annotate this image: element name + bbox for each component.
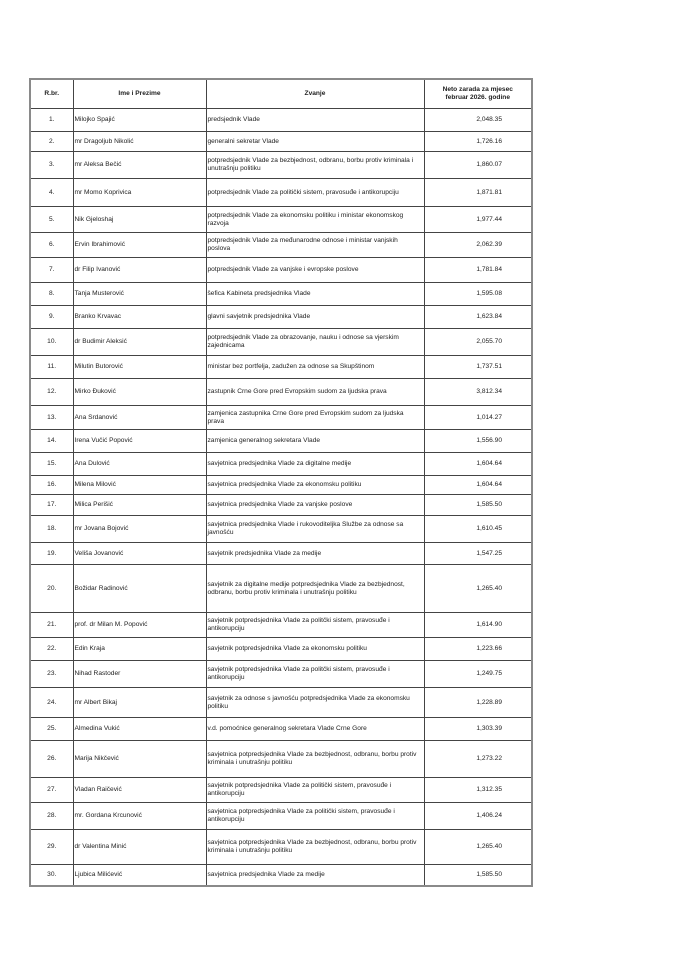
row-number: 9. bbox=[30, 306, 73, 329]
person-name: Tanja Musterović bbox=[73, 283, 206, 306]
person-name: mr Momo Koprivica bbox=[73, 179, 206, 207]
table-row bbox=[30, 356, 532, 379]
net-salary: 1,014.27 bbox=[424, 406, 532, 430]
net-salary: 1,781.84 bbox=[424, 258, 532, 283]
job-title: savjetnik potpredsjednika Vlade za ekonomsku politiku bbox=[206, 638, 424, 661]
table-row bbox=[30, 453, 532, 476]
row-number: 26. bbox=[30, 741, 73, 778]
table-row bbox=[30, 543, 532, 565]
net-salary: 1,228.89 bbox=[424, 688, 532, 718]
table-row bbox=[30, 613, 532, 638]
row-number: 22. bbox=[30, 638, 73, 661]
row-number: 27. bbox=[30, 778, 73, 803]
job-title: savjetnica potpredsjednika Vlade za politički sistem, pravosuđe i antikorupciju bbox=[206, 803, 424, 830]
row-number: 30. bbox=[30, 865, 73, 886]
table-row bbox=[30, 865, 532, 886]
person-name: Ervin Ibrahimović bbox=[73, 233, 206, 258]
table-row bbox=[30, 430, 532, 453]
job-title: savjetnik potpredsjednika Vlade za politčki sistem, pravosuđe i antikorupciju bbox=[206, 613, 424, 638]
table-row bbox=[30, 718, 532, 741]
row-number: 19. bbox=[30, 543, 73, 565]
salary-table bbox=[29, 78, 533, 887]
table-row bbox=[30, 565, 532, 613]
job-title: predsjednik Vlade bbox=[206, 109, 424, 132]
row-number: 13. bbox=[30, 406, 73, 430]
net-salary: 1,977.44 bbox=[424, 207, 532, 233]
job-title: savjetnica potpredsjednika Vlade za bezbjednost, odbranu, borbu protiv kriminala i unutrašnju politiku bbox=[206, 741, 424, 778]
job-title: savjetnik predsjednika Vlade za medije bbox=[206, 543, 424, 565]
person-name: mr Dragoljub Nikolić bbox=[73, 132, 206, 152]
person-name: Branko Krvavac bbox=[73, 306, 206, 329]
job-title: potpredsjednik Vlade za vanjske i evropske poslove bbox=[206, 258, 424, 283]
row-number: 24. bbox=[30, 688, 73, 718]
net-salary: 1,265.40 bbox=[424, 565, 532, 613]
net-salary: 1,303.39 bbox=[424, 718, 532, 741]
person-name: Ana Srdanović bbox=[73, 406, 206, 430]
row-number: 28. bbox=[30, 803, 73, 830]
person-name: Milica Perišić bbox=[73, 495, 206, 516]
table-row bbox=[30, 495, 532, 516]
job-title: savjetnik za odnose s javnošću potpredsjednika Vlade za ekonomsku politiku bbox=[206, 688, 424, 718]
net-salary: 1,223.66 bbox=[424, 638, 532, 661]
job-title: generalni sekretar Vlade bbox=[206, 132, 424, 152]
table-row bbox=[30, 778, 532, 803]
row-number: 4. bbox=[30, 179, 73, 207]
person-name: Mirko Đuković bbox=[73, 379, 206, 406]
row-number: 6. bbox=[30, 233, 73, 258]
net-salary: 1,737.51 bbox=[424, 356, 532, 379]
net-salary: 1,547.25 bbox=[424, 543, 532, 565]
net-salary: 1,623.84 bbox=[424, 306, 532, 329]
person-name: prof. dr Milan M. Popović bbox=[73, 613, 206, 638]
job-title: savjetnik potpredsjednika Vlade za politčki sistem, pravosuđe i antikorupciju bbox=[206, 661, 424, 688]
row-number: 20. bbox=[30, 565, 73, 613]
person-name: mr Albert Bikaj bbox=[73, 688, 206, 718]
net-salary: 1,273.22 bbox=[424, 741, 532, 778]
person-name: Edin Kraja bbox=[73, 638, 206, 661]
table-header-row bbox=[30, 79, 532, 109]
net-salary: 1,595.08 bbox=[424, 283, 532, 306]
table-row bbox=[30, 258, 532, 283]
job-title: zamjenica zastupnika Crne Gore pred Evropskim sudom za ljudska prava bbox=[206, 406, 424, 430]
row-number: 23. bbox=[30, 661, 73, 688]
table-row bbox=[30, 306, 532, 329]
row-number: 11. bbox=[30, 356, 73, 379]
row-number: 16. bbox=[30, 476, 73, 495]
table-row bbox=[30, 830, 532, 865]
row-number: 10. bbox=[30, 329, 73, 356]
row-number: 1. bbox=[30, 109, 73, 132]
person-name: dr Filip Ivanović bbox=[73, 258, 206, 283]
net-salary: 2,062.39 bbox=[424, 233, 532, 258]
job-title: savjetnica predsjednika Vlade za medije bbox=[206, 865, 424, 886]
net-salary: 2,048.35 bbox=[424, 109, 532, 132]
person-name: Božidar Radinović bbox=[73, 565, 206, 613]
person-name: Ana Dulović bbox=[73, 453, 206, 476]
table-row bbox=[30, 179, 532, 207]
person-name: mr Aleksa Bečić bbox=[73, 152, 206, 179]
row-number: 3. bbox=[30, 152, 73, 179]
row-number: 21. bbox=[30, 613, 73, 638]
person-name: Nik Gjeloshaj bbox=[73, 207, 206, 233]
job-title: v.d. pomoćnice generalnog sekretara Vlade Crne Gore bbox=[206, 718, 424, 741]
person-name: Ljubica Milićević bbox=[73, 865, 206, 886]
row-number: 8. bbox=[30, 283, 73, 306]
person-name: Milena Milović bbox=[73, 476, 206, 495]
person-name: Marija Nikčević bbox=[73, 741, 206, 778]
row-number: 15. bbox=[30, 453, 73, 476]
job-title: potpredsjednik Vlade za ekonomsku politiku i ministar ekonomskog razvoja bbox=[206, 207, 424, 233]
person-name: Vladan Raičević bbox=[73, 778, 206, 803]
person-name: Nihad Rastoder bbox=[73, 661, 206, 688]
net-salary: 1,860.07 bbox=[424, 152, 532, 179]
person-name: Irena Vučić Popović bbox=[73, 430, 206, 453]
table-row bbox=[30, 688, 532, 718]
table-row bbox=[30, 207, 532, 233]
net-salary: 1,614.90 bbox=[424, 613, 532, 638]
row-number: 7. bbox=[30, 258, 73, 283]
job-title: glavni savjetnik predsjednika Vlade bbox=[206, 306, 424, 329]
person-name: Almedina Vukić bbox=[73, 718, 206, 741]
row-number: 14. bbox=[30, 430, 73, 453]
job-title: savjetnica potpredsjednika Vlade za bezbjednost, odbranu, borbu protiv kriminala i unutrašnju politiku bbox=[206, 830, 424, 865]
net-salary: 3,812.34 bbox=[424, 379, 532, 406]
job-title: savjetnica predsjednika Vlade za ekonomsku politiku bbox=[206, 476, 424, 495]
table-row bbox=[30, 661, 532, 688]
table-row bbox=[30, 152, 532, 179]
table-row bbox=[30, 516, 532, 543]
job-title: šefica Kabineta predsjednika Vlade bbox=[206, 283, 424, 306]
job-title: savjetnica predsjednika Vlade za digitalne medije bbox=[206, 453, 424, 476]
row-number: 2. bbox=[30, 132, 73, 152]
net-salary: 1,249.75 bbox=[424, 661, 532, 688]
table-row bbox=[30, 406, 532, 430]
person-name: mr Jovana Bojović bbox=[73, 516, 206, 543]
net-salary: 1,585.50 bbox=[424, 495, 532, 516]
net-salary: 1,585.50 bbox=[424, 865, 532, 886]
table-row bbox=[30, 476, 532, 495]
person-name: dr Valentina Minić bbox=[73, 830, 206, 865]
person-name: mr. Gordana Krcunović bbox=[73, 803, 206, 830]
job-title: savjetnica predsjednika Vlade za vanjske poslove bbox=[206, 495, 424, 516]
table-row bbox=[30, 803, 532, 830]
net-salary: 1,604.64 bbox=[424, 453, 532, 476]
person-name: dr Budimir Aleksić bbox=[73, 329, 206, 356]
table-row bbox=[30, 638, 532, 661]
job-title: zamjenica generalnog sekretara Vlade bbox=[206, 430, 424, 453]
net-salary: 1,556.90 bbox=[424, 430, 532, 453]
header-name: Ime i Prezime bbox=[73, 79, 206, 109]
job-title: zastupnik Crne Gore pred Evropskim sudom za ljudska prava bbox=[206, 379, 424, 406]
job-title: savjetnik potpredsjednika Vlade za politički sistem, pravosuđe i antikorupciju bbox=[206, 778, 424, 803]
net-salary: 1,726.16 bbox=[424, 132, 532, 152]
net-salary: 2,055.70 bbox=[424, 329, 532, 356]
job-title: savjetnica predsjednika Vlade i rukovoditeljka Službe za odnose sa javnošću bbox=[206, 516, 424, 543]
table-row bbox=[30, 283, 532, 306]
table-row bbox=[30, 329, 532, 356]
row-number: 18. bbox=[30, 516, 73, 543]
header-title: Zvanje bbox=[206, 79, 424, 109]
net-salary: 1,610.45 bbox=[424, 516, 532, 543]
table-row bbox=[30, 379, 532, 406]
job-title: potpredsjednik Vlade za obrazovanje, nauku i odnose sa vjerskim zajednicama bbox=[206, 329, 424, 356]
table-row bbox=[30, 109, 532, 132]
row-number: 17. bbox=[30, 495, 73, 516]
net-salary: 1,312.35 bbox=[424, 778, 532, 803]
person-name: Milojko Spajić bbox=[73, 109, 206, 132]
table-row bbox=[30, 741, 532, 778]
row-number: 5. bbox=[30, 207, 73, 233]
net-salary: 1,406.24 bbox=[424, 803, 532, 830]
table-row bbox=[30, 233, 532, 258]
net-salary: 1,604.64 bbox=[424, 476, 532, 495]
row-number: 25. bbox=[30, 718, 73, 741]
job-title: savjetnik za digitalne medije potpredsjednika Vlade za bezbjednost, odbranu, borbu protiv kriminala i unutrašnju politiku bbox=[206, 565, 424, 613]
table-row bbox=[30, 132, 532, 152]
job-title: ministar bez portfelja, zadužen za odnose sa Skupštinom bbox=[206, 356, 424, 379]
row-number: 29. bbox=[30, 830, 73, 865]
net-salary: 1,871.81 bbox=[424, 179, 532, 207]
job-title: potpredsjednik Vlade za bezbjednost, odbranu, borbu protiv kriminala i unutrašnju politiku bbox=[206, 152, 424, 179]
job-title: potpredsjednik Vlade za politički sistem, pravosuđe i antikorupciju bbox=[206, 179, 424, 207]
row-number: 12. bbox=[30, 379, 73, 406]
person-name: Milutin Butorović bbox=[73, 356, 206, 379]
person-name: Veliša Jovanović bbox=[73, 543, 206, 565]
header-net-salary: Neto zarada za mjesec februar 2026. godine bbox=[424, 79, 532, 109]
net-salary: 1,265.40 bbox=[424, 830, 532, 865]
header-number: R.br. bbox=[30, 79, 73, 109]
job-title: potpredsjednik Vlade za međunarodne odnose i ministar vanjskih poslova bbox=[206, 233, 424, 258]
